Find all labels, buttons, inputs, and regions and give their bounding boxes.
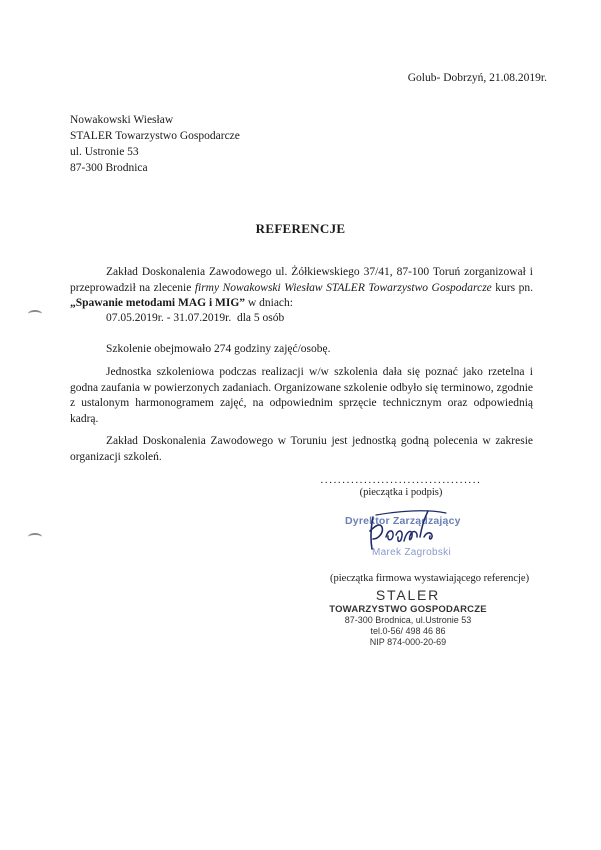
recipient-name: Nowakowski Wiesław [70, 114, 174, 126]
place-date: Golub- Dobrzyń, 21.08.2019r. [407, 72, 547, 84]
punch-hole-mark [28, 310, 42, 318]
signature-caption: (pieczątka i podpis) [359, 487, 443, 498]
course-dates: 07.05.2019r. - 31.07.2019r. dla 5 osób [106, 312, 285, 324]
firm-stamp-phone: tel.0-56/ 498 46 86 [370, 626, 446, 636]
firm-stamp-nip: NIP 874-000-20-69 [369, 637, 447, 647]
course-name: „Spawanie metodami MAG i MIG” [70, 297, 246, 309]
recipient-city: 87-300 Brodnica [70, 162, 148, 174]
signature-dotted-line: ..................................... [320, 474, 482, 486]
paragraph-course-text-b: kurs pn. [491, 281, 533, 294]
recipient-street: ul. Ustronie 53 [70, 146, 139, 158]
paragraph-course-info [70, 265, 533, 312]
paragraph-recommendation: Zakład Doskonalenia Zawodowego w Toruniu jest jednostką godną polecenia w zakresie organizacji szkoleń. [70, 435, 533, 463]
recipient-company: STALER Towarzystwo Gospodarcze [70, 130, 240, 142]
paragraph-course-text-a: Zakład Doskonalenia Zawodowego ul. Żółkiewskiego 37/41, 87-100 Toruń zorganizował i przeprowadził na zlecenie [70, 266, 533, 294]
director-stamp-title: Dyrektor Zarządzający [345, 515, 461, 527]
firm-stamp-name: STALER [375, 587, 441, 603]
course-hours: Szkolenie obejmowało 274 godziny zajęć/osobę. [106, 343, 331, 355]
firm-stamp-caption: (pieczątka firmowa wystawiającego referencje) [330, 573, 530, 584]
recipient-address [70, 112, 240, 176]
document-title: REFERENCJE [255, 221, 346, 236]
punch-hole-mark [28, 533, 42, 541]
firm-stamp-subtitle: TOWARZYSTWO GOSPODARCZE [329, 604, 487, 615]
firm-stamp-address: 87-300 Brodnica, ul.Ustronie 53 [344, 615, 472, 625]
paragraph-evaluation: Jednostka szkoleniowa podczas realizacji w/w szkolenia dała się poznać jako rzetelna i godna zaufania w powierzonych zadaniach. Organizowane szkolenie odbyło się terminowo, zgodnie z ustalonym harmonogramem zajęć, na odpowiednim sprzęcie technicznym oraz odpowiednią kadrą. [70, 366, 533, 425]
client-firm-name: firmy Nowakowski Wiesław STALER Towarzystwo Gospodarcze [194, 281, 492, 294]
handwritten-signature [340, 503, 460, 558]
director-stamp-name: Marek Zagrobski [372, 547, 451, 558]
paragraph-course-text-c: w dniach: [245, 297, 293, 309]
firm-stamp [318, 587, 498, 648]
